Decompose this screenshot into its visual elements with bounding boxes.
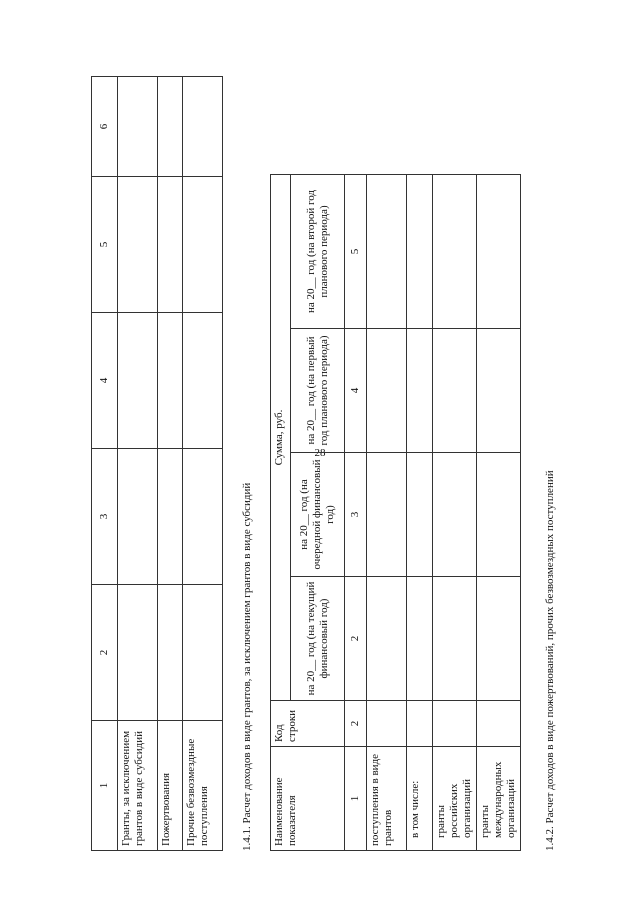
indicator-name-header: Наименование показателя	[271, 747, 345, 851]
table-row	[367, 175, 407, 851]
header-cell: 1	[92, 721, 118, 851]
header-cell: 5	[92, 177, 118, 313]
row-code-header: Код строки	[271, 701, 345, 747]
table-row	[477, 175, 521, 851]
sum-header: Сумма, руб.	[271, 175, 291, 701]
table-header-row	[92, 77, 118, 851]
header-cell: 6	[92, 77, 118, 177]
rotated-page-content	[60, 75, 556, 875]
table-row	[183, 77, 223, 851]
row-label: Прочие безвозмездные поступления	[183, 721, 223, 851]
row-label: Пожертвования	[158, 721, 183, 851]
period-header: на 20__ год (на очередной финансовый год)	[291, 453, 345, 577]
header-cell: 2	[92, 585, 118, 721]
column-number-row	[345, 175, 367, 851]
table-row	[407, 175, 433, 851]
row-label: гранты международных организаций	[477, 747, 521, 851]
section-1-4-2-title: 1.4.2. Расчет доходов в виде пожертвований, прочих безвозмездных поступлений	[544, 470, 556, 851]
section-1-4-1-title: 1.4.1. Расчет доходов в виде грантов, за исключением грантов в виде субсидий	[241, 482, 253, 851]
column-number: 2	[345, 701, 367, 747]
income-table	[91, 76, 223, 851]
table-row	[433, 175, 477, 851]
row-label: в том числе:	[407, 747, 433, 851]
header-cell: 4	[92, 313, 118, 449]
row-label: поступления в виде грантов	[367, 747, 407, 851]
row-label: гранты российских организаций	[433, 747, 477, 851]
column-number: 4	[345, 329, 367, 453]
table-row	[118, 77, 158, 851]
column-number: 3	[345, 453, 367, 577]
table-header-row	[271, 175, 291, 851]
column-number: 2	[345, 577, 367, 701]
column-number: 1	[345, 747, 367, 851]
grants-table	[270, 174, 521, 851]
column-number: 5	[345, 175, 367, 329]
row-label: Гранты, за исключением грантов в виде субсидий	[118, 721, 158, 851]
page-number: 28	[314, 447, 326, 459]
table-row	[158, 77, 183, 851]
period-header: на 20__ год (на текущий финансовый год)	[291, 577, 345, 701]
period-header: на 20__ год (на второй год планового периода)	[291, 175, 345, 329]
period-header: на 20__ год (на первый год планового периода)	[291, 329, 345, 453]
header-cell: 3	[92, 449, 118, 585]
